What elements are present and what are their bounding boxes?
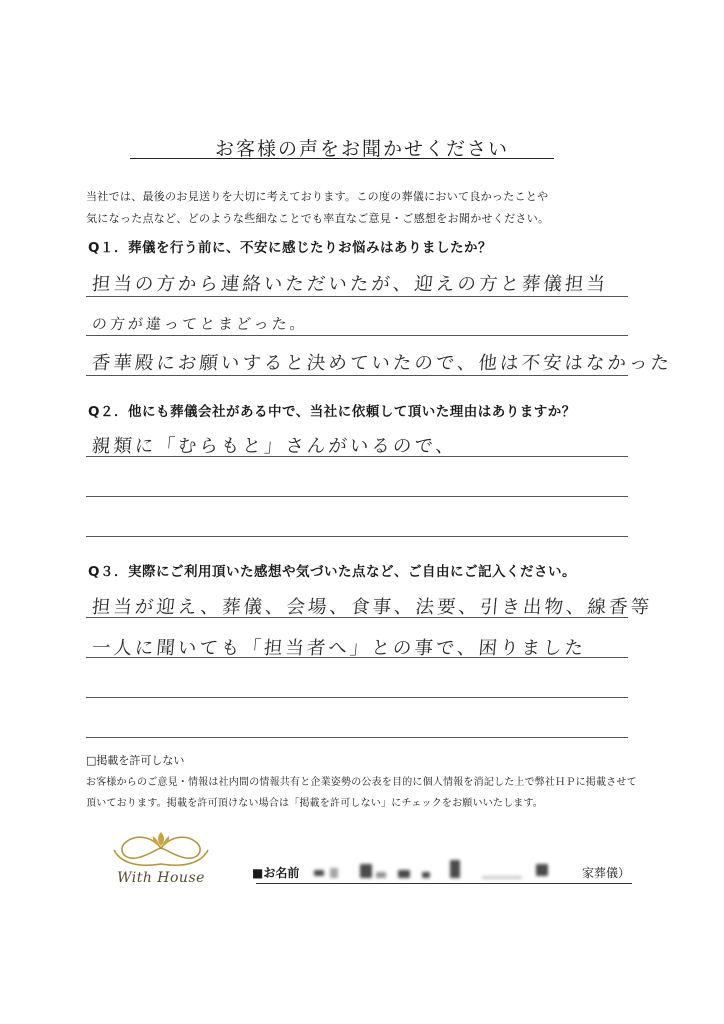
question-3-answer-line-2: 一人に聞いても「担当者へ」との事で、困りました	[90, 638, 587, 659]
question-1-answer-line-2: の方が違ってとまどった。	[91, 315, 309, 333]
title-underline	[130, 158, 554, 159]
answer-rule	[86, 456, 628, 457]
answer-rule	[86, 375, 628, 376]
consent-note-line-2: 頂いております。掲載を許可頂けない場合は「掲載を許可しない」にチェックをお願いいたします。	[86, 798, 544, 809]
name-label: ■お名前	[252, 866, 300, 880]
name-redacted	[312, 860, 552, 884]
page-title: お客様の声をお聞かせください	[214, 138, 509, 160]
question-3-label: Q３．実際にご利用頂いた感想や気づいた点など、ご自由にご記入ください。	[88, 564, 576, 580]
name-suffix: 家葬儀）	[582, 866, 631, 880]
logo-text: With House	[117, 870, 205, 886]
with-house-logo	[96, 828, 226, 894]
question-2-label: Q２．他にも葬儀会社がある中で、当社に依頼して頂いた理由はありますか？	[88, 404, 576, 420]
question-3-answer-line-1: 担当が迎え、葬儀、会場、食事、法要、引き出物、線香等	[90, 597, 653, 618]
answer-rule	[86, 496, 628, 497]
lotus-logo-icon	[96, 828, 226, 874]
consent-note-line-1: お客様からのご意見・情報は社内間の情報共有と企業姿勢の公表を目的に個人情報を消記した上で弊社ＨＰに掲載させて	[86, 777, 637, 788]
question-1-label: Q１．葬儀を行う前に、不安に感じたりお悩みはありましたか？	[88, 240, 492, 256]
intro-text-line-2: 気になった点など、どのような些細なことでも率直なご意見・ご感想をお聞かせください。	[86, 212, 550, 225]
answer-rule	[86, 296, 628, 297]
no-publish-checkbox[interactable]: □掲載を許可しない	[86, 754, 185, 767]
answer-rule	[86, 617, 628, 618]
question-1-answer-line-3: 香華殿にお願いすると決めていたので、他は不安はなかった	[90, 353, 673, 374]
question-2-answer-line-1: 親類に「むらもと」さんがいるので、	[90, 436, 458, 457]
answer-rule	[86, 657, 628, 658]
answer-rule	[86, 335, 628, 336]
answer-rule	[86, 536, 628, 537]
answer-rule	[86, 697, 628, 698]
intro-text-line-1: 当社では、最後のお見送りを大切に考えております。この度の葬儀において良かったことや	[86, 190, 549, 203]
question-1-answer-line-1: 担当の方から連絡いただいたが、迎えの方と葬儀担当	[90, 274, 609, 295]
answer-rule	[86, 737, 628, 738]
